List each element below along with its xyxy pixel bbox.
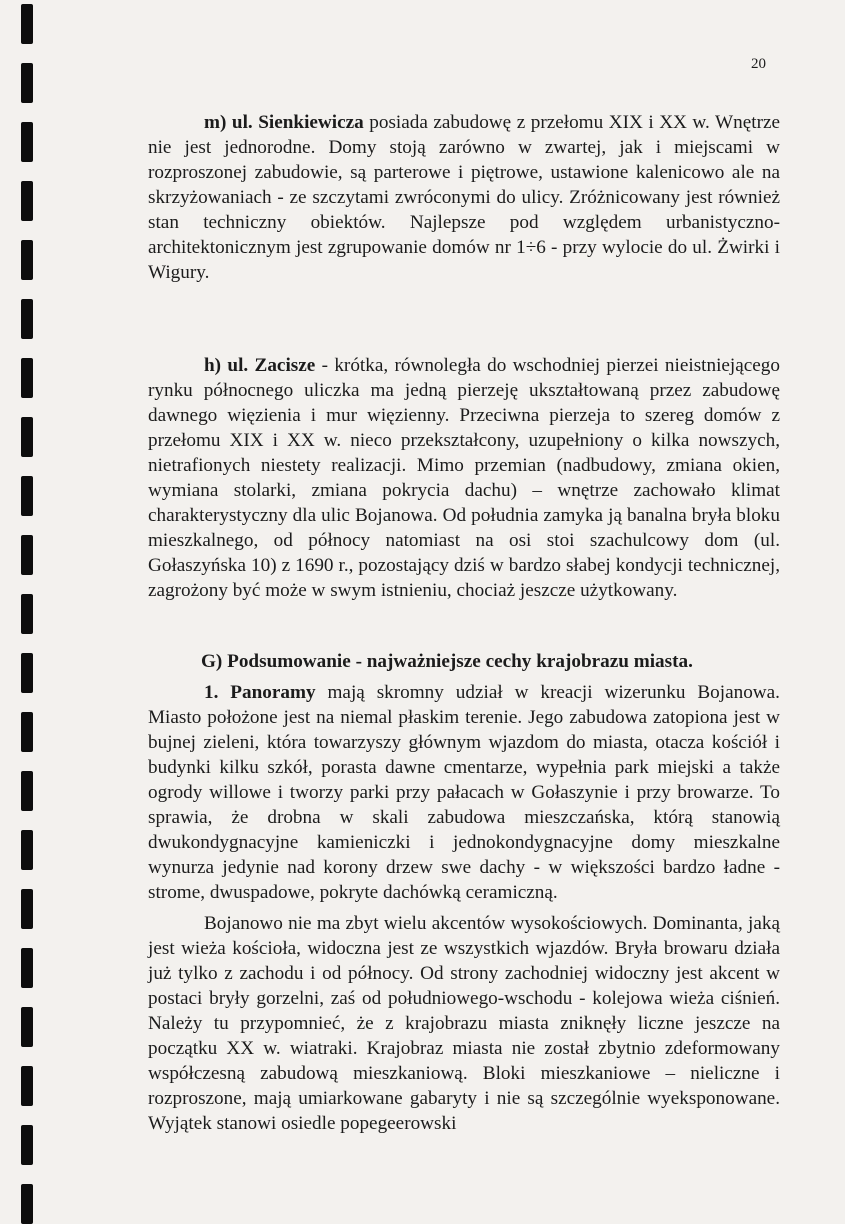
paragraph-akcenty: Bojanowo nie ma zbyt wielu akcentów wysokościowych. Dominanta, jaką jest wieża kościoła, widoczna jest ze wszystkich wjazdów. Bryła browaru działa już tylko z zachodu i od północy. Od strony zachodniej widoczny jest akcent w postaci bryły gorzelni, zaś od południowego-wschodu - kolejowa wieża ciśnień. Należy tu przypomnieć, że z krajobrazu miasta zniknęły liczne jeszcze na początku XX w. wiatraki. Krajobraz miasta nie został zbytnio zdeformowany współczesną zabudową mieszkaniową. Bloki mieszkaniowe – nieliczne i rozproszone, mają umiarkowane gabaryty i nie są szczególnie wyeksponowane. Wyjątek stanowi osiedle popegeerowski <box>148 913 780 1134</box>
paragraph-sienkiewicza <box>148 110 780 285</box>
paragraph-text: posiada zabudowę z przełomu XIX i XX w. Wnętrze nie jest jednorodne. Domy stoją zarówno w zwartej, jak i miejscami w rozproszonej zabudowie, są parterowe i piętrowe, ustawione kalenicowo ale na skrzyżowaniach - ze szczytami zwróconymi do ulicy. Zróżnicowany jest również stan techniczny obiektów. Najlepsze pod względem urbanistyczno-architektonicznym jest zgrupowanie domów nr 1÷6 - przy wylocie do ul. Żwirki i Wigury. <box>148 112 780 283</box>
binding-hole <box>21 1125 33 1165</box>
binding-hole <box>21 594 33 634</box>
binding-hole <box>21 122 33 162</box>
street-heading-sienkiewicza: m) ul. Sienkiewicza <box>204 112 364 133</box>
point-heading-panoramy: 1. Panoramy <box>204 682 316 703</box>
binding-hole <box>21 712 33 752</box>
binding-holes <box>21 0 35 1200</box>
binding-hole <box>21 417 33 457</box>
binding-hole <box>21 4 33 44</box>
binding-hole <box>21 771 33 811</box>
binding-hole <box>21 299 33 339</box>
page-number: 20 <box>751 56 766 72</box>
binding-hole <box>21 240 33 280</box>
binding-hole <box>21 181 33 221</box>
binding-hole <box>21 535 33 575</box>
section-heading-summary: G) Podsumowanie - najważniejsze cechy krajobrazu miasta. <box>201 651 693 672</box>
paragraph-panoramy <box>148 680 780 905</box>
binding-hole <box>21 830 33 870</box>
paragraph-text: mają skromny udział w kreacji wizerunku Bojanowa. Miasto położone jest na niemal płaskim terenie. Jego zabudowa zatopiona jest w bujnej zieleni, która towarzyszy głównym wjazdom do miasta, otacza kościół i budynki kilku szkół, porasta dawne cmentarze, wypełnia park miejski a także ogrody willowe i tworzy parki przy pałacach w Gołaszynie i przy browarze. To sprawia, że drobna w skali zabudowa mieszczańska, którą stanowią dwukondygnacyjne kamieniczki i jednokondygnacyjne domy mieszkalne wynurza jedynie nad korony drzew swe dachy - w większości bardzo ładne - strome, dwuspadowe, pokryte dachówką ceramiczną. <box>148 682 780 903</box>
binding-hole <box>21 1066 33 1106</box>
paragraph-text: - krótka, równoległa do wschodniej pierzei nieistniejącego rynku północnego uliczka ma jedną pierzeję ukształtowaną przez zabudowę dawnego więzienia i mur więzienny. Przeciwna pierzeja to szereg domów z przełomu XIX i XX w. nieco przekształcony, uzupełniony o kilka nowszych, nietrafionych niestety realizacji. Mimo przemian (nadbudowy, zmiana okien, wymiana stolarki, zmiana pokrycia dachu) – wnętrze zachowało klimat charakterystyczny dla ulic Bojanowa. Od południa zamyka ją banalna bryła bloku mieszkalnego, od północy natomiast na osi stoi szachulcowy dom (ul. Gołaszyńska 10) z 1690 r., pozostający dziś w bardzo słabej kondycji technicznej, zagrożony być może w swym istnieniu, chociaż jeszcze użytkowany. <box>148 355 780 601</box>
paragraph-zacisze <box>148 353 780 603</box>
document-body <box>148 110 780 1136</box>
binding-hole <box>21 889 33 929</box>
binding-hole <box>21 1007 33 1047</box>
binding-hole <box>21 476 33 516</box>
binding-hole <box>21 653 33 693</box>
binding-hole <box>21 1184 33 1224</box>
binding-hole <box>21 63 33 103</box>
street-heading-zacisze: h) ul. Zacisze <box>204 355 316 376</box>
binding-hole <box>21 358 33 398</box>
binding-hole <box>21 948 33 988</box>
